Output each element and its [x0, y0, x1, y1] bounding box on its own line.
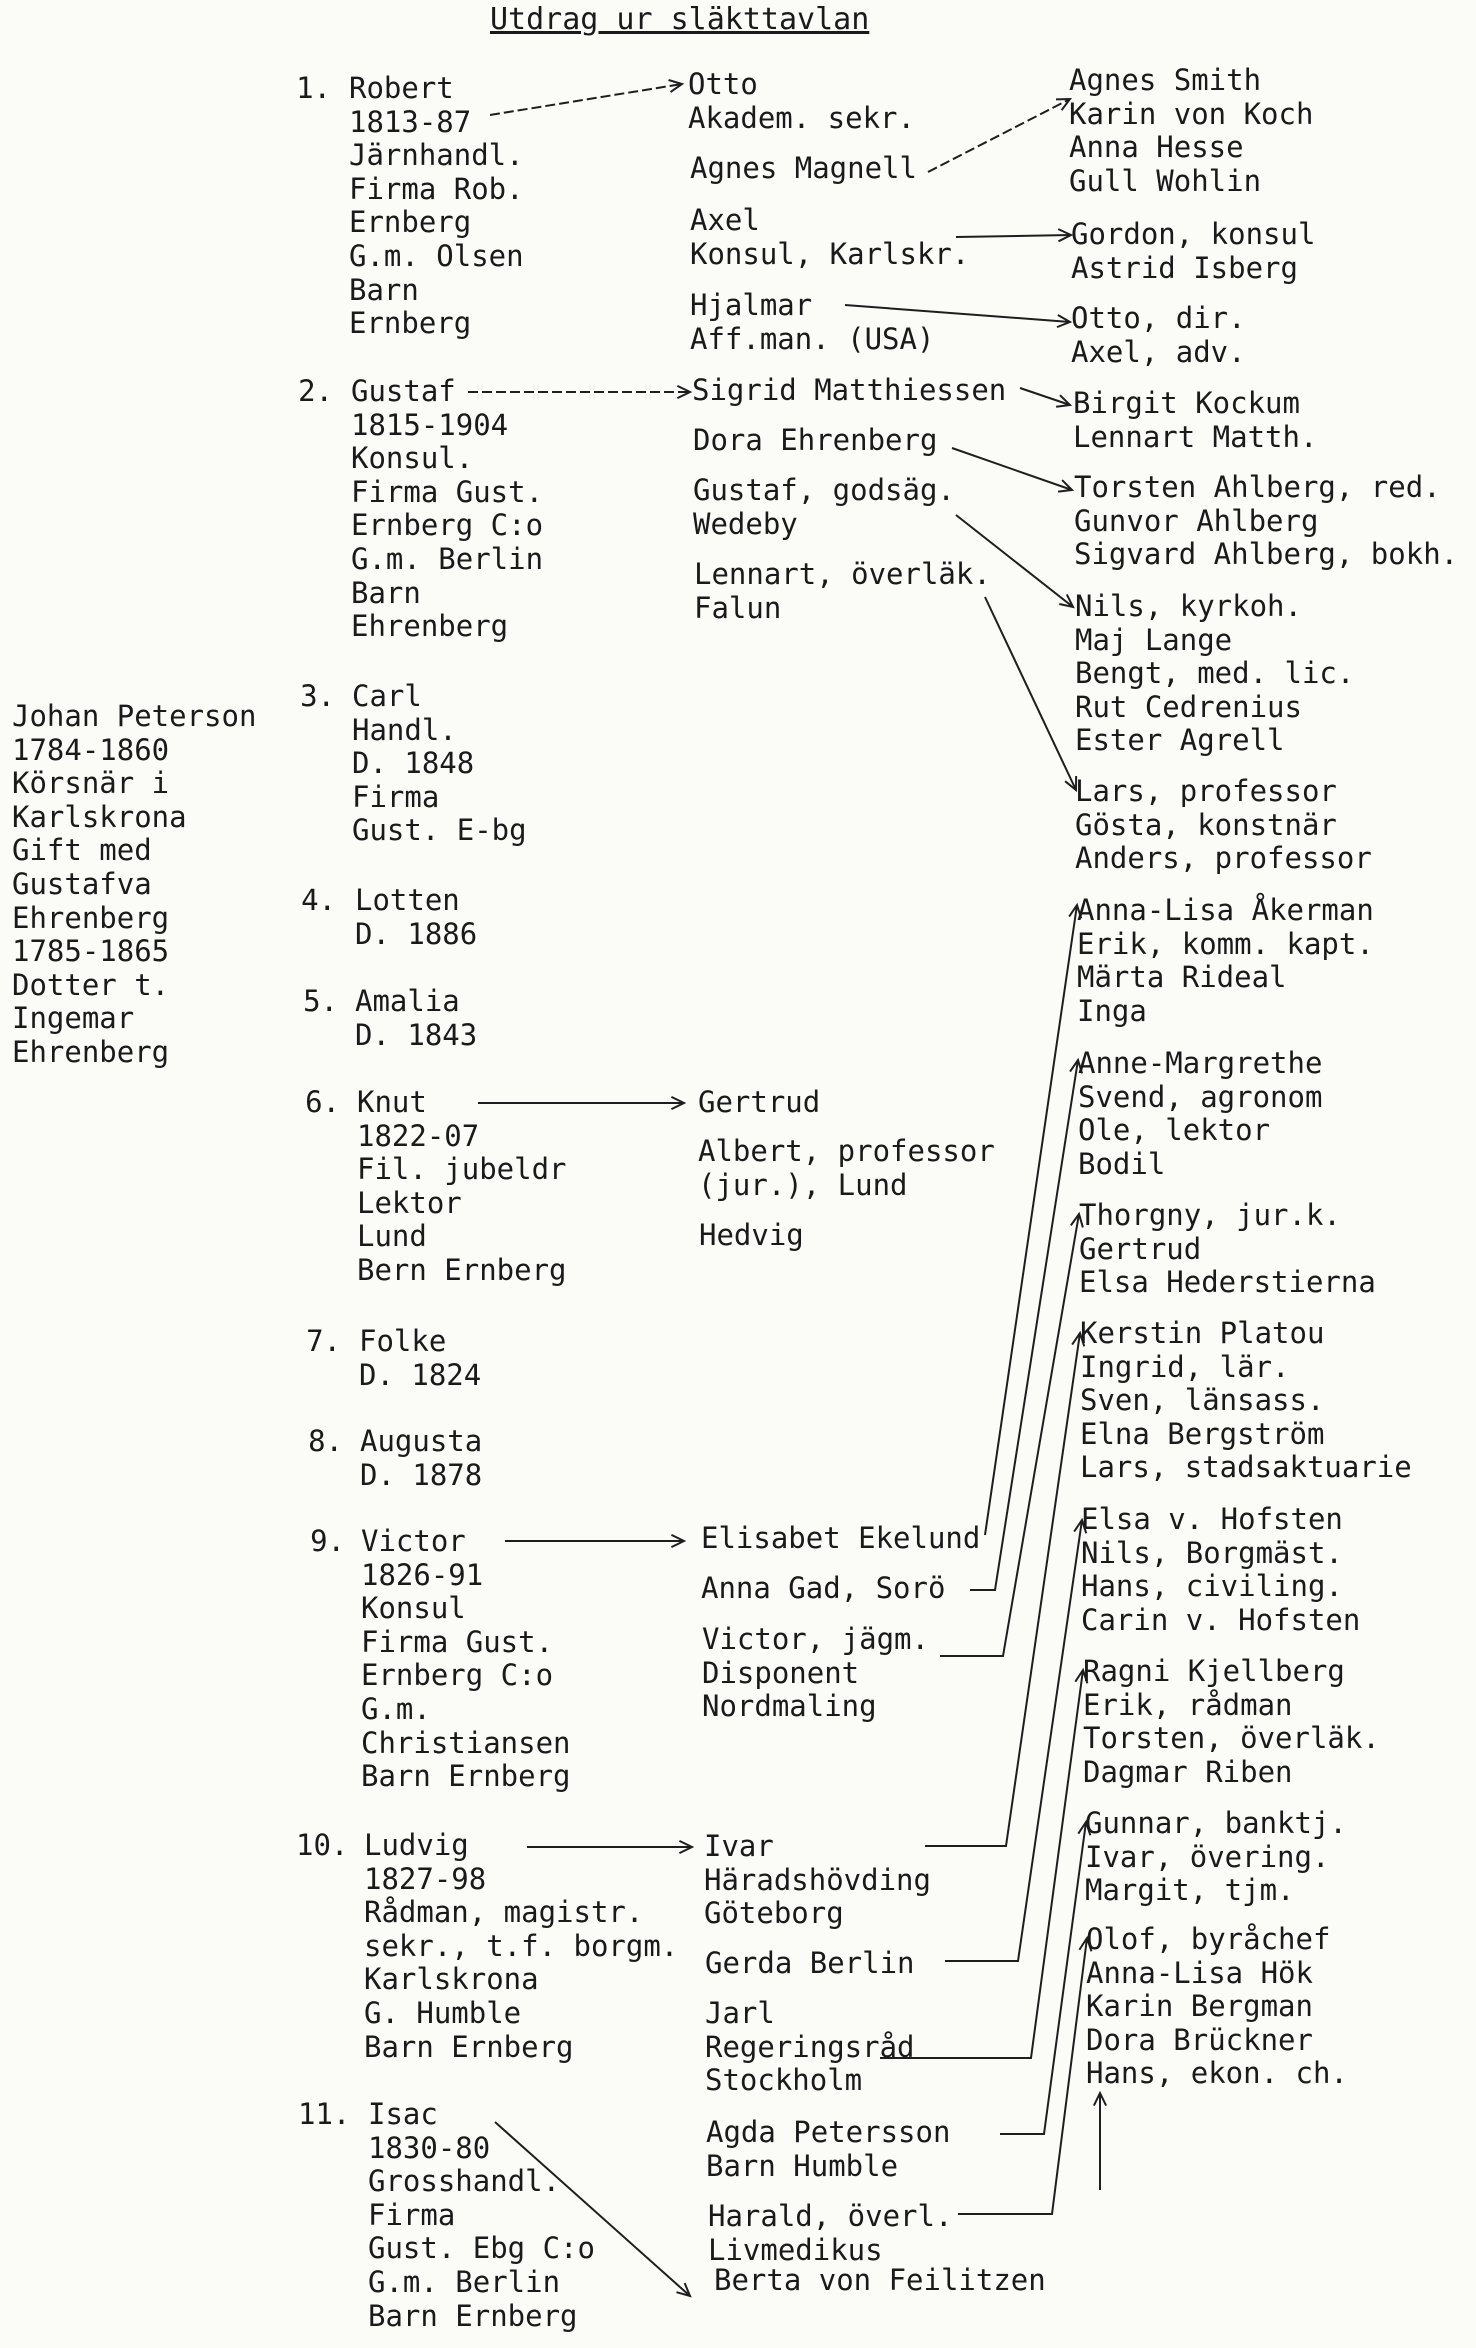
text-line: Ingrid, lär. [1080, 1349, 1290, 1384]
great-grandchild-entry [1080, 1317, 1412, 1485]
text-line: Bengt, med. lic. [1075, 656, 1355, 691]
text-line: Gunnar, banktj. [1085, 1806, 1347, 1840]
grandchild-entry [701, 1572, 945, 1606]
text-line: Bern Ernberg [357, 1252, 567, 1287]
text-line: Dora Ehrenberg [693, 423, 938, 457]
text-line: Firma Gust. [351, 474, 544, 509]
great-grandchild-entry [1085, 1807, 1347, 1908]
text-line: Anna-Lisa Hök [1086, 1955, 1313, 1990]
text-line: Gerda Berlin [705, 1946, 915, 1980]
text-line: Ester Agrell [1075, 723, 1285, 758]
text-line: Torsten Ahlberg, red. [1074, 470, 1441, 504]
text-line: Rut Cedrenius [1075, 689, 1302, 724]
grandchild-entry [688, 68, 915, 135]
text-line: Lotten [355, 883, 460, 917]
connector-line [1000, 1822, 1086, 2134]
text-line: Firma [352, 779, 440, 814]
text-line: Lars, professor [1075, 774, 1337, 808]
text-line: Thorgny, jur.k. [1079, 1198, 1341, 1232]
child-number: 2. [298, 374, 333, 408]
text-line: G.m. Berlin [368, 2264, 561, 2299]
text-line: Firma Rob. [349, 171, 524, 206]
grandchild-entry [690, 289, 934, 356]
text-line: Nils, Borgmäst. [1081, 1535, 1343, 1570]
grandchild-entry [690, 152, 917, 186]
text-line: Anders, professor [1075, 841, 1372, 876]
text-line: Axel, adv. [1071, 334, 1246, 369]
text-line: Victor [361, 1524, 466, 1558]
grandchild-entry [690, 204, 969, 271]
text-line: 1827-98 [364, 1861, 487, 1896]
text-line: D. 1824 [359, 1357, 482, 1392]
text-line: Rådman, magistr. [364, 1895, 644, 1930]
text-line: Folke [359, 1324, 447, 1358]
text-line: G.m. Berlin [351, 541, 544, 576]
grandchild-entry [692, 374, 1006, 408]
text-line: D. 1878 [360, 1457, 483, 1492]
grandchild-entry [702, 1623, 929, 1724]
text-line: Ernberg C:o [361, 1658, 554, 1693]
text-line: D. 1886 [355, 916, 478, 951]
text-line: Ole, lektor [1078, 1113, 1271, 1148]
text-line: 1813-87 [349, 104, 472, 139]
text-line: Inga [1077, 993, 1147, 1028]
great-grandchild-entry [1077, 894, 1374, 1028]
text-line: Karlskrona [12, 799, 187, 834]
child-entry [361, 1525, 571, 1794]
great-grandchild-entry [1086, 1923, 1348, 2091]
child-number: 11. [298, 2097, 351, 2131]
text-line: Barn [351, 575, 421, 610]
great-grandchild-entry [1069, 64, 1313, 198]
text-line: Grosshandl. [368, 2164, 561, 2199]
grandchild-entry [704, 1830, 931, 1931]
connector-line [985, 905, 1077, 1535]
child-number: 4. [301, 883, 336, 917]
text-line: Augusta [360, 1424, 483, 1458]
text-line: Karlskrona [364, 1962, 539, 1997]
text-line: Lars, stadsaktuarie [1080, 1450, 1412, 1485]
text-line: Jarl [705, 1996, 775, 2030]
text-line: Göteborg [704, 1896, 844, 1931]
text-line: Victor, jägm. [702, 1622, 929, 1656]
text-line: Sigrid Matthiessen [692, 373, 1007, 407]
ancestor-block [12, 700, 256, 1070]
text-line: Ingemar [12, 1001, 135, 1036]
text-line: Berta von Feilitzen [714, 2263, 1046, 2297]
text-line: Harald, överl. [708, 2199, 953, 2233]
text-line: 1785-1865 [12, 934, 170, 969]
text-line: Agda Petersson [706, 2115, 951, 2149]
text-line: Anna Gad, Sorö [701, 1571, 946, 1605]
text-line: Barn Humble [706, 2148, 899, 2183]
text-line: Gertrud [1079, 1231, 1202, 1266]
text-line: Erik, rådman [1083, 1687, 1293, 1722]
great-grandchild-entry [1075, 775, 1372, 876]
text-line: Dagmar Riben [1083, 1754, 1293, 1789]
text-line: Nordmaling [702, 1689, 877, 1724]
text-line: Isac [368, 2097, 438, 2131]
text-line: D. 1843 [355, 1017, 478, 1052]
text-line: Christiansen [361, 1725, 571, 1760]
grandchild-entry [698, 1086, 820, 1120]
text-line: Karin Bergman [1086, 1989, 1313, 2024]
great-grandchild-entry [1071, 218, 1315, 285]
text-line: Ivar [704, 1829, 774, 1863]
child-number: 3. [300, 679, 335, 713]
text-line: Gustafva [12, 866, 152, 901]
connector-line [928, 99, 1070, 172]
text-line: Gust. Ebg C:o [368, 2231, 595, 2266]
text-line: Axel [690, 203, 760, 237]
text-line: Bodil [1078, 1146, 1166, 1181]
text-line: sekr., t.f. borgm. [364, 1928, 679, 1963]
child-entry [351, 375, 543, 644]
text-line: 1784-1860 [12, 732, 170, 767]
text-line: Akadem. sekr. [688, 100, 915, 135]
child-number: 8. [308, 1424, 343, 1458]
text-line: Ehrenberg [12, 900, 170, 935]
child-entry [368, 2098, 595, 2333]
text-line: Barn [349, 272, 419, 307]
text-line: Carl [352, 679, 422, 713]
text-line: 1826-91 [361, 1557, 484, 1592]
text-line: Gösta, konstnär [1075, 807, 1337, 842]
child-entry [349, 72, 524, 341]
text-line: Sven, länsass. [1080, 1383, 1325, 1418]
text-line: Wedeby [693, 506, 798, 541]
text-line: Birgit Kockum [1073, 386, 1300, 420]
text-line: D. 1848 [352, 746, 475, 781]
child-number: 1. [296, 71, 331, 105]
text-line: Maj Lange [1075, 622, 1233, 657]
text-line: Svend, agronom [1078, 1079, 1323, 1114]
connector-line [945, 1520, 1082, 1961]
text-line: Elna Bergström [1080, 1416, 1325, 1451]
text-line: Anne-Margrethe [1078, 1046, 1323, 1080]
text-line: Elsa v. Hofsten [1081, 1502, 1343, 1536]
grandchild-entry [706, 2116, 950, 2183]
page-title: Utdrag ur släkttavlan [490, 2, 870, 37]
great-grandchild-entry [1073, 387, 1317, 454]
text-line: Barn Ernberg [368, 2298, 578, 2333]
connector-line [940, 1214, 1079, 1656]
great-grandchild-entry [1078, 1047, 1322, 1181]
child-entry [359, 1325, 481, 1392]
grandchild-entry [705, 1997, 915, 2098]
text-line: 1815-1904 [351, 407, 509, 442]
text-line: Albert, professor [698, 1134, 995, 1168]
great-grandchild-entry [1074, 471, 1458, 572]
text-line: Ernberg [349, 306, 472, 341]
text-line: Firma [368, 2197, 456, 2232]
text-line: Häradshövding [704, 1862, 931, 1897]
text-line: Konsul. [351, 441, 474, 476]
text-line: Gull Wohlin [1069, 163, 1262, 198]
connector-line [952, 448, 1072, 490]
text-line: Järnhandl. [349, 138, 524, 173]
child-number: 10. [296, 1828, 349, 1862]
grandchild-entry [705, 1947, 915, 1981]
text-line: Margit, tjm. [1085, 1873, 1295, 1908]
text-line: Handl. [352, 712, 457, 747]
text-line: Otto, dir. [1071, 301, 1246, 335]
text-line: Konsul [361, 1591, 466, 1626]
text-line: 1830-80 [368, 2130, 491, 2165]
child-entry [355, 884, 477, 951]
text-line: Kerstin Platou [1080, 1316, 1325, 1350]
text-line: Körsnär i [12, 766, 170, 801]
great-grandchild-entry [1079, 1199, 1376, 1300]
text-line: Anna Hesse [1069, 130, 1244, 165]
text-line: (jur.), Lund [698, 1167, 908, 1202]
grandchild-entry [708, 2200, 952, 2267]
text-line: G.m. Olsen [349, 238, 524, 273]
text-line: Sigvard Ahlberg, bokh. [1074, 537, 1459, 572]
text-line: Hedvig [699, 1218, 804, 1252]
text-line: Hans, civiling. [1081, 1569, 1343, 1604]
text-line: Olof, byråchef [1086, 1922, 1331, 1956]
text-line: Livmedikus [708, 2232, 883, 2267]
grandchild-entry [693, 424, 937, 458]
child-entry [355, 985, 477, 1052]
text-line: Gordon, konsul [1071, 217, 1316, 251]
text-line: Gustaf, godsäg. [693, 473, 955, 507]
text-line: Märta Rideal [1077, 960, 1287, 995]
text-line: Stockholm [705, 2063, 863, 2098]
text-line: Dotter t. [12, 967, 170, 1002]
text-line: Lennart, överläk. [694, 557, 991, 591]
grandchild-entry [699, 1219, 804, 1253]
text-line: Johan Peterson [12, 699, 257, 733]
text-line: Gunvor Ahlberg [1074, 503, 1319, 538]
text-line: Barn Ernberg [364, 2029, 574, 2064]
text-line: Gertrud [698, 1085, 821, 1119]
text-line: Elsa Hederstierna [1079, 1265, 1376, 1300]
great-grandchild-entry [1071, 302, 1246, 369]
text-line: Ragni Kjellberg [1083, 1654, 1345, 1688]
child-entry [360, 1425, 482, 1492]
text-line: 1822-07 [357, 1118, 480, 1153]
text-line: Astrid Isberg [1071, 250, 1298, 285]
text-line: Aff.man. (USA) [690, 321, 935, 356]
text-line: G.m. [361, 1691, 431, 1726]
child-number: 6. [305, 1085, 340, 1119]
text-line: Agnes Smith [1069, 63, 1262, 97]
text-line: Agnes Magnell [690, 151, 917, 185]
text-line: Regeringsråd [705, 2029, 915, 2064]
grandchild-entry [698, 1135, 995, 1202]
text-line: Dora Brückner [1086, 2022, 1313, 2057]
grandchild-entry [694, 558, 991, 625]
text-line: Amalia [355, 984, 460, 1018]
text-line: Barn Ernberg [361, 1759, 571, 1794]
text-line: Carin v. Hofsten [1081, 1602, 1361, 1637]
text-line: Ernberg [349, 205, 472, 240]
grandchild-entry [701, 1522, 980, 1556]
text-line: Gustaf [351, 374, 456, 408]
text-line: Falun [694, 590, 782, 625]
child-entry [357, 1086, 567, 1288]
text-line: G. Humble [364, 1995, 522, 2030]
text-line: Anna-Lisa Åkerman [1077, 893, 1374, 927]
child-number: 9. [310, 1524, 345, 1558]
child-number: 7. [306, 1324, 341, 1358]
text-line: Otto [688, 67, 758, 101]
text-line: Lennart Matth. [1073, 419, 1318, 454]
great-grandchild-entry [1081, 1503, 1360, 1637]
text-line: Disponent [702, 1655, 860, 1690]
text-line: Karin von Koch [1069, 96, 1314, 131]
grandchild-entry [693, 474, 955, 541]
great-grandchild-entry [1075, 590, 1354, 758]
text-line: Torsten, överläk. [1083, 1721, 1380, 1756]
text-line: Erik, komm. kapt. [1077, 926, 1374, 961]
text-line: Firma Gust. [361, 1624, 554, 1659]
text-line: Ludvig [364, 1828, 469, 1862]
text-line: Gift med [12, 833, 152, 868]
great-grandchild-entry [1083, 1655, 1380, 1789]
text-line: Ernberg C:o [351, 508, 544, 543]
connector-line [956, 235, 1071, 237]
grandchild-entry [714, 2264, 1046, 2298]
text-line: Lektor [357, 1185, 462, 1220]
text-line: Robert [349, 71, 454, 105]
text-line: Hans, ekon. ch. [1086, 2056, 1348, 2091]
text-line: Lund [357, 1219, 427, 1254]
text-line: Nils, kyrkoh. [1075, 589, 1302, 623]
child-entry [364, 1829, 678, 2064]
text-line: Ehrenberg [12, 1034, 170, 1069]
text-line: Elisabet Ekelund [701, 1521, 981, 1555]
text-line: Gust. E-bg [352, 813, 527, 848]
text-line: Knut [357, 1085, 427, 1119]
child-number: 5. [303, 984, 338, 1018]
text-line: Konsul, Karlskr. [690, 236, 970, 271]
connector-line [985, 597, 1076, 790]
child-entry [352, 680, 527, 848]
text-line: Hjalmar [690, 288, 813, 322]
text-line: Ivar, övering. [1085, 1839, 1330, 1874]
text-line: Ehrenberg [351, 609, 509, 644]
text-line: Fil. jubeldr [357, 1152, 567, 1187]
connector-line [958, 1938, 1087, 2214]
